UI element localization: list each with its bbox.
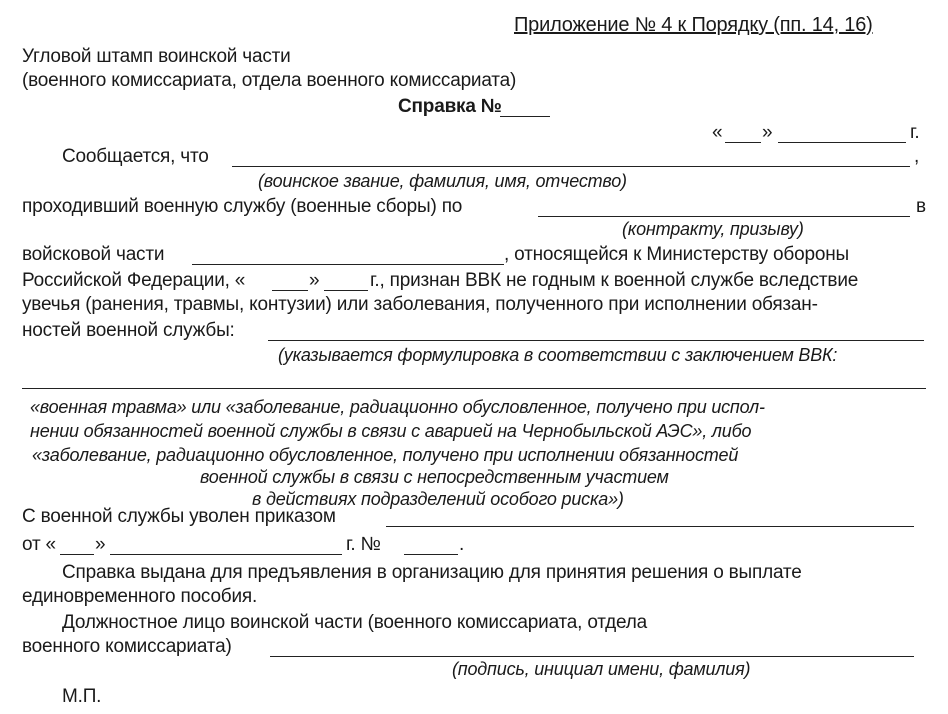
signature-field[interactable] bbox=[270, 656, 914, 657]
date-month-year-field[interactable] bbox=[778, 142, 906, 143]
certificate-title: Справка № bbox=[398, 96, 502, 117]
duties-label: ностей военной службы: bbox=[22, 320, 235, 341]
issued-line-1: Справка выдана для предъявления в организацию для принятия решения о выплате bbox=[62, 562, 802, 583]
hint-rank-name: (воинское звание, фамилия, имя, отчество) bbox=[258, 171, 627, 191]
dismissal-order-field[interactable] bbox=[386, 526, 914, 527]
issued-line-2: единовременного пособия. bbox=[22, 586, 258, 607]
rf-prefix-text: Российской Федерации, « bbox=[22, 270, 246, 291]
date-day-field[interactable] bbox=[725, 142, 761, 143]
note-line-3: «заболевание, радиационно обусловленное, получено при исполнении обязанностей bbox=[32, 445, 739, 465]
note-line-2: нении обязанностей военной службы в связи с аварией на Чернобыльской АЭС», либо bbox=[30, 421, 752, 441]
hint-contract: (контракту, призыву) bbox=[622, 219, 804, 239]
order-period: . bbox=[459, 534, 465, 555]
unit-ministry-text: , относящейся к Министерству обороны bbox=[504, 244, 849, 265]
rf-close-quote: » bbox=[309, 270, 320, 291]
vvk-formulation-field-2[interactable] bbox=[22, 388, 926, 389]
reported-label: Сообщается, что bbox=[62, 146, 209, 167]
date-year-suffix: г. bbox=[910, 122, 920, 143]
certificate-number-field[interactable] bbox=[500, 116, 550, 117]
stamp-line-2: (военного комиссариата, отдела военного комиссариата) bbox=[22, 70, 517, 91]
order-number-label: г. № bbox=[346, 534, 381, 555]
vvk-day-field[interactable] bbox=[272, 290, 308, 291]
seal-label: М.П. bbox=[62, 686, 102, 707]
hint-signature: (подпись, инициал имени, фамилия) bbox=[452, 659, 751, 679]
vvk-month-field[interactable] bbox=[324, 290, 368, 291]
date-open-quote: « bbox=[712, 122, 723, 143]
order-day-field[interactable] bbox=[60, 554, 94, 555]
order-number-field[interactable] bbox=[404, 554, 458, 555]
official-line-1: Должностное лицо воинской части (военного комиссариата, отдела bbox=[62, 612, 648, 633]
dismissed-label: С военной службы уволен приказом bbox=[22, 506, 336, 527]
stamp-line-1: Угловой штамп воинской части bbox=[22, 46, 291, 67]
note-line-4: военной службы в связи с непосредственным участием bbox=[200, 467, 669, 487]
order-month-year-field[interactable] bbox=[110, 554, 342, 555]
appendix-reference: Приложение № 4 к Порядку (пп. 14, 16) bbox=[514, 14, 873, 36]
from-prefix: от « bbox=[22, 534, 56, 555]
service-basis-field[interactable] bbox=[538, 216, 910, 217]
unit-label: войсковой части bbox=[22, 244, 165, 265]
injury-text: увечья (ранения, травмы, контузии) или заболевания, полученного при исполнении обязан- bbox=[22, 294, 818, 315]
hint-vvk: (указывается формулировка в соответствии с заключением ВВК: bbox=[278, 345, 838, 365]
date-close-quote: » bbox=[762, 122, 773, 143]
reported-comma: , bbox=[914, 146, 920, 167]
note-line-1: «военная травма» или «заболевание, радиационно обусловленное, получено при испол- bbox=[30, 397, 765, 417]
note-line-5: в действиях подразделений особого риска») bbox=[252, 489, 624, 509]
from-close-quote: » bbox=[95, 534, 106, 555]
official-line-2: военного комиссариата) bbox=[22, 636, 232, 657]
serviceman-name-field[interactable] bbox=[232, 166, 910, 167]
vvk-formulation-field[interactable] bbox=[268, 340, 924, 341]
military-unit-field[interactable] bbox=[192, 264, 504, 265]
served-label: проходивший военную службу (военные сборы) по bbox=[22, 196, 463, 217]
vvk-verdict-text: г., признан ВВК не годным к военной службе вследствие bbox=[370, 270, 859, 291]
served-suffix: в bbox=[916, 196, 926, 217]
